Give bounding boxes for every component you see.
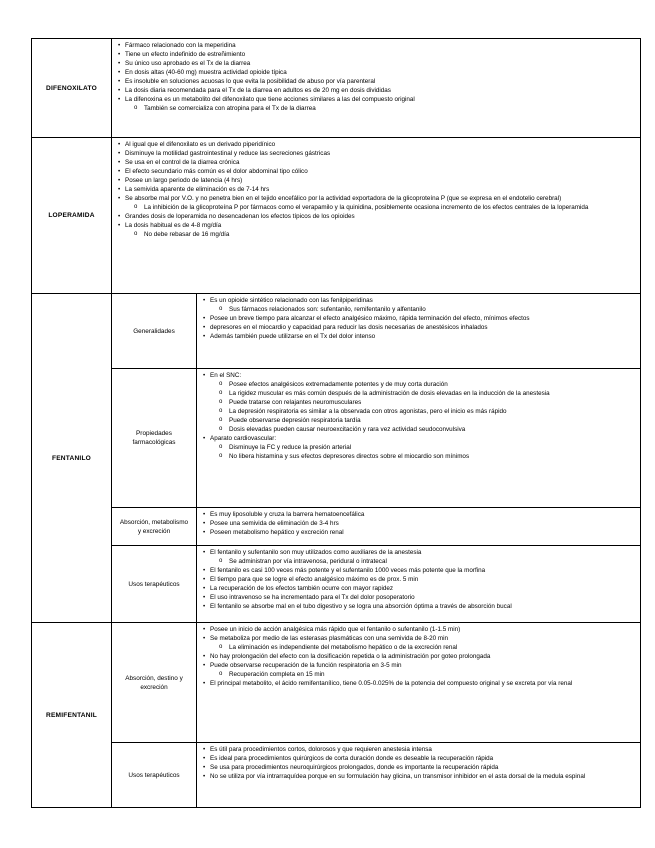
section-label: Absorción, metabolismo y excreción: [112, 508, 197, 545]
bullet-item: • Posee un largo periodo de latencia (4 hrs): [117, 176, 636, 185]
bullet-item: • Poseen metabolismo hepático y excreción renal: [202, 528, 636, 537]
bullet-item: • La dosis diaria recomendada para el Tx de la diarrea en adultos es de 20 mg en dosis divididas: [117, 86, 636, 95]
fentanilo-propiedades: [112, 369, 640, 508]
row-difenoxilato: [32, 39, 640, 138]
section-label: Usos terapéuticos: [112, 743, 197, 807]
fentanilo-generalidades: [112, 294, 640, 369]
bullet-item: • Aparato cardiovascular:: [202, 434, 636, 443]
sub-bullet-item: o Dosis elevadas pueden causar neuroexcitación y rara vez actividad seudoconvulsiva: [202, 425, 636, 434]
drug-name-difenoxilato: DIFENOXILATO: [32, 39, 112, 137]
bullet-item: • El fentanilo se absorbe mal en el tubo digestivo y se logra una absorción óptima a través de absorción bucal: [202, 602, 636, 611]
sub-bullet-item: o La depresión respiratoria es similar a la observada con otros agonistas, pero el inicio es más rápido: [202, 407, 636, 416]
sub-bullet-item: o Recuperación completa en 15 min: [202, 670, 636, 679]
bullet-item: • Posee una semivida de eliminación de 3-4 hrs: [202, 519, 636, 528]
bullet-item: • Es útil para procedimientos cortos, dolorosos y que requieren anestesia intensa: [202, 745, 636, 754]
bullet-item: • Su único uso aprobado es el Tx de la diarrea: [117, 59, 636, 68]
remifentanil-absorcion: [112, 623, 640, 743]
bullet-item: • La dosis habitual es de 4-8 mg/día: [117, 221, 636, 230]
bullet-item: • Se usa en el control de la diarrea crónica: [117, 158, 636, 167]
bullet-item: • Puede observarse recuperación de la función respiratoria en 3-5 min: [202, 661, 636, 670]
drug-name-loperamida: LOPERAMIDA: [32, 138, 112, 293]
bullet-item: • Posee un breve tiempo para alcanzar el efecto analgésico máximo, rápida terminación del efecto, mínimos efectos: [202, 314, 636, 323]
section-list: [202, 625, 636, 688]
section-list: [202, 371, 636, 461]
bullet-item: • La recuperación de los efectos también ocurre con mayor rapidez: [202, 584, 636, 593]
section-list: [202, 510, 636, 537]
bullet-item: • Es ideal para procedimientos quirúrgicos de corta duración donde es deseable la recuperación rápida: [202, 754, 636, 763]
bullet-item: • Es insoluble en soluciones acuosas lo que evita la posibilidad de abuso por vía parenteral: [117, 77, 636, 86]
bullet-item: • Se absorbe mal por V.O. y no penetra bien en el tejido encefálico por la actividad exportadora de la glicoproteína P (que se expresa en el endotelio cerebral): [117, 194, 636, 203]
sub-bullet-item: o No debe rebasar de 16 mg/día: [117, 230, 636, 239]
loperamida-list: [117, 140, 636, 239]
remifentanil-usos: [112, 743, 640, 807]
sub-bullet-item: o Sus fármacos relacionados son: sufentanilo, remifentanilo y alfentanilo: [202, 305, 636, 314]
section-list: [202, 745, 636, 781]
bullet-item: • Es muy liposoluble y cruza la barrera hematoencefálica: [202, 510, 636, 519]
section-label: Usos terapéuticos: [112, 546, 197, 623]
loperamida-content: [112, 138, 640, 293]
sub-bullet-item: o También se comercializa con atropina para el Tx de la diarrea: [117, 104, 636, 113]
bullet-item: • Se usa para procedimientos neuroquirúrgicos prolongados, donde es importante la recuperación rápida: [202, 763, 636, 772]
bullet-item: • El tiempo para que se logre el efecto analgésico máximo es de prox. 5 min: [202, 575, 636, 584]
bullet-item: • depresores en el miocardio y capacidad para reducir las dosis necesarias de anestésicos inhalados: [202, 323, 636, 332]
bullet-item: • El fentanilo y sufentanilo son muy utilizados como auxiliares de la anestesia: [202, 548, 636, 557]
sub-bullet-item: o Puede tratarse con relajantes neuromusculares: [202, 398, 636, 407]
difenoxilato-content: [112, 39, 640, 137]
bullet-item: • Al igual que el difenoxilato es un derivado piperidínico: [117, 140, 636, 149]
bullet-item: • No se utiliza por vía intrarraquídea porque en su formulación hay glicina, un transmisor inhibidor en el asta dorsal de la medula espinal: [202, 772, 636, 781]
drug-name-fentanilo: FENTANILO: [32, 294, 112, 622]
bullet-item: • El efecto secundario más común es el dolor abdominal tipo cólico: [117, 167, 636, 176]
sub-bullet-item: o Disminuye la FC y reduce la presión arterial: [202, 443, 636, 452]
section-label: Absorción, destino y excreción: [112, 623, 197, 742]
bullet-item: • El uso intravenoso se ha incrementado para el Tx del dolor posoperatorio: [202, 593, 636, 602]
sub-bullet-item: o Posee efectos analgésicos extremadamente potentes y de muy corta duración: [202, 380, 636, 389]
sub-bullet-item: o La eliminación es independiente del metabolismo hepático o de la excreción renal: [202, 643, 636, 652]
bullet-item: • Se metaboliza por medio de las esterasas plasmáticas con una semivida de 8-20 min: [202, 634, 636, 643]
drug-table: [31, 38, 641, 808]
bullet-item: • Grandes dosis de loperamida no desencadenan los efectos típicos de los opioides: [117, 212, 636, 221]
row-fentanilo: [32, 294, 640, 623]
bullet-item: • El fentanilo es casi 100 veces más potente y el sufentanilo 1000 veces más potente que la morfina: [202, 566, 636, 575]
bullet-item: • En dosis altas (40-60 mg) muestra actividad opioide típica: [117, 68, 636, 77]
bullet-item: • El principal metabolito, el ácido remifentanílico, tiene 0.05-0.025% de la potencia del compuesto original y se excreta por vía renal: [202, 679, 636, 688]
bullet-item: • Disminuye la motilidad gastrointestinal y reduce las secreciones gástricas: [117, 149, 636, 158]
sub-bullet-item: o Puede observarse depresión respiratoria tardía: [202, 416, 636, 425]
bullet-item: • Es un opioide sintético relacionado con las fenilpiperidinas: [202, 296, 636, 305]
section-label: Generalidades: [112, 294, 197, 368]
fentanilo-usos: [112, 546, 640, 623]
difenoxilato-list: [117, 41, 636, 113]
sub-bullet-item: o La rigidez muscular es más común después de la administración de dosis elevadas en la inducción de la anestesia: [202, 389, 636, 398]
sub-bullet-item: o La inhibición de la glicoproteína P por fármacos como el verapamilo y la quinidina, posiblemente ocasiona incremento de los efectos centrales de la loperamida: [117, 203, 636, 212]
section-list: [202, 548, 636, 611]
bullet-item: • Además también puede utilizarse en el Tx del dolor intenso: [202, 332, 636, 341]
drug-name-remifentanil: REMIFENTANIL: [32, 623, 112, 807]
section-list: [202, 296, 636, 341]
row-loperamida: [32, 138, 640, 294]
bullet-item: • Posee un inicio de acción analgésica más rápido que el fentanilo o sufentanilo (1-1.5 min): [202, 625, 636, 634]
bullet-item: • No hay prolongación del efecto con la dosificación repetida o la administración por goteo prolongada: [202, 652, 636, 661]
section-label: Propiedades farmacológicas: [112, 369, 197, 507]
remifentanil-content: [112, 623, 640, 807]
row-remifentanil: [32, 623, 640, 807]
bullet-item: • En el SNC:: [202, 371, 636, 380]
bullet-item: • Tiene un efecto indefinido de estreñimiento: [117, 50, 636, 59]
fentanilo-absorcion: [112, 508, 640, 546]
fentanilo-content: [112, 294, 640, 622]
bullet-item: • Fármaco relacionado con la meperidina: [117, 41, 636, 50]
bullet-item: • La semivida aparente de eliminación es de 7-14 hrs: [117, 185, 636, 194]
sub-bullet-item: o No libera histamina y sus efectos depresores directos sobre el miocardio son mínimos: [202, 452, 636, 461]
sub-bullet-item: o Se administran por vía intravenosa, peridural o intratecal: [202, 557, 636, 566]
bullet-item: • La difenoxina es un metabolito del difenoxilato que tiene acciones similares a las del compuesto original: [117, 95, 636, 104]
